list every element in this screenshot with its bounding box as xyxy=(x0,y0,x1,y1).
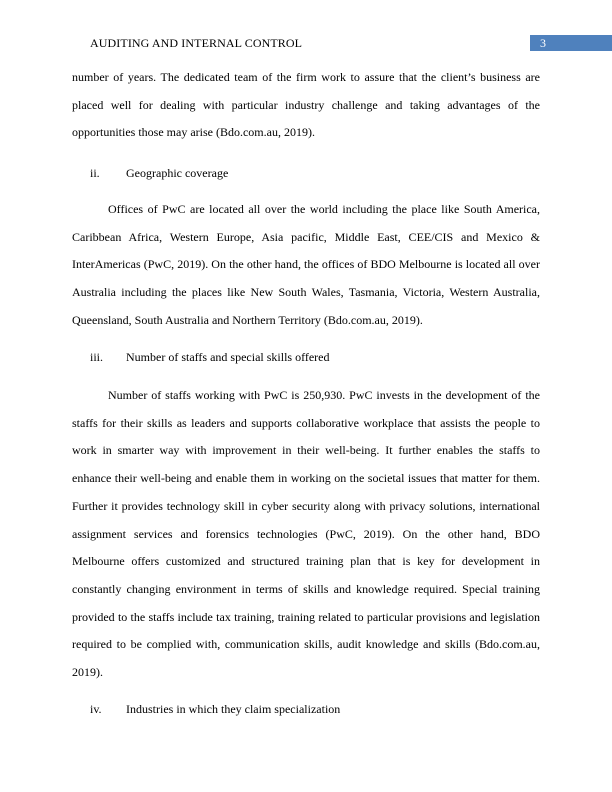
running-header-title: AUDITING AND INTERNAL CONTROL xyxy=(90,36,303,50)
section-heading-industries xyxy=(90,701,340,717)
list-marker: iv. xyxy=(90,702,102,716)
list-marker: iii. xyxy=(90,350,104,364)
paragraph-staffs-skills: Number of staffs working with PwC is 250,930. PwC invests in the development of the staffs for their skills as leaders and supports collaborative workplace that assists the people to work in smarter way with improvement in their well-being. It further enables the staffs to enhance their well-being and enable them in working on the societal issues that matter for them. Further it provides technology skill in cyber security along with privacy solutions, international assignment services and forensics technologies (PwC, 2019). On the other hand, BDO Melbourne offers customized and structured training plan that is key for development in constantly changing environment in terms of skills and knowledge required. Special training provided to the staffs include tax training, training related to particular provisions and legislation required to be complied with, communication skills, audit knowledge and skills (Bdo.com.au, 2019). xyxy=(72,388,540,680)
page-number-badge xyxy=(530,35,612,51)
section-heading-geographic-coverage xyxy=(90,165,228,181)
paragraph-geographic-coverage: Offices of PwC are located all over the world including the place like South America, Caribbean Africa, Western Europe, Asia pacific, Middle East, CEE/CIS and Mexico & InterAmericas (PwC, 2019). On the other hand, the offices of BDO Melbourne is located all over Australia including the places like New South Wales, Tasmania, Victoria, Western Australia, Queensland, South Australia and Northern Territory (Bdo.com.au, 2019). xyxy=(72,202,540,327)
section-heading-text: Number of staffs and special skills offered xyxy=(126,350,330,364)
paragraph-continuation: number of years. The dedicated team of the firm work to assure that the client’s business are placed well for dealing with particular industry challenge and taking advantages of the opportunities those may arise (Bdo.com.au, 2019). xyxy=(72,70,540,140)
section-heading-text: Industries in which they claim specialization xyxy=(126,702,341,716)
list-marker: ii. xyxy=(90,166,100,180)
page-number: 3 xyxy=(540,36,546,50)
section-heading-text: Geographic coverage xyxy=(126,166,229,180)
section-heading-staffs-skills xyxy=(90,349,330,365)
